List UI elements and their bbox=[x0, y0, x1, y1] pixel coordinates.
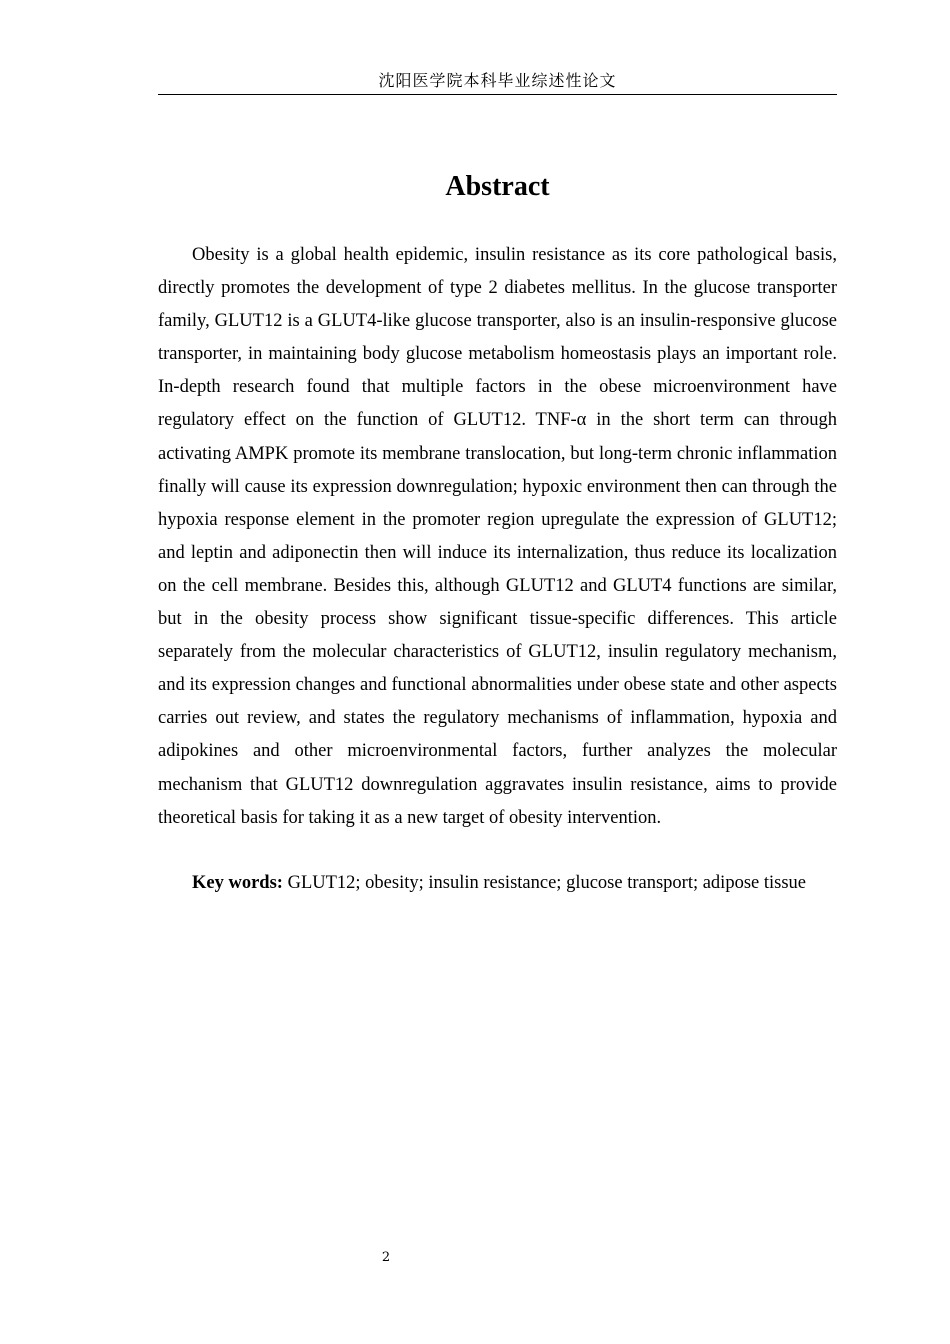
abstract-body: Obesity is a global health epidemic, insulin resistance as its core pathological basis, directly promotes the development of type 2 diabetes mellitus. In the glucose transporter family, GLUT12 is a GLUT4-like glucose transporter, also is an insulin-responsive glucose transporter, in maintaining body glucose metabolism homeostasis plays an important role. In-depth research found that multiple factors in the obese microenvironment have regulatory effect on the function of GLUT12. TNF-α in the short term can through activating AMPK promote its membrane translocation, but long-term chronic inflammation finally will cause its expression downregulation; hypoxic environment then can through the hypoxia response element in the promoter region upregulate the expression of GLUT12; and leptin and adiponectin then will induce its internalization, thus reduce its localization on the cell membrane. Besides this, although GLUT12 and GLUT4 functions are similar, but in the obesity process show significant tissue-specific differences. This article separately from the molecular characteristics of GLUT12, insulin regulatory mechanism, and its expression changes and functional abnormalities under obese state and other aspects carries out review, and states the regulatory mechanisms of inflammation, hypoxia and adipokines and other microenvironmental factors, further analyzes the molecular mechanism that GLUT12 downregulation aggravates insulin resistance, aims to provide theoretical basis for taking it as a new target of obesity intervention. bbox=[158, 245, 837, 828]
keywords-text: GLUT12; obesity; insulin resistance; glucose transport; adipose tissue bbox=[282, 873, 807, 893]
keywords-line bbox=[158, 867, 837, 900]
page-title: Abstract bbox=[445, 171, 550, 202]
page-header bbox=[158, 70, 837, 95]
page-number: 2 bbox=[381, 1250, 391, 1265]
header-text: 沈阳医学院本科毕业综述性论文 bbox=[378, 71, 617, 90]
keywords-label: Key words: bbox=[192, 873, 283, 893]
